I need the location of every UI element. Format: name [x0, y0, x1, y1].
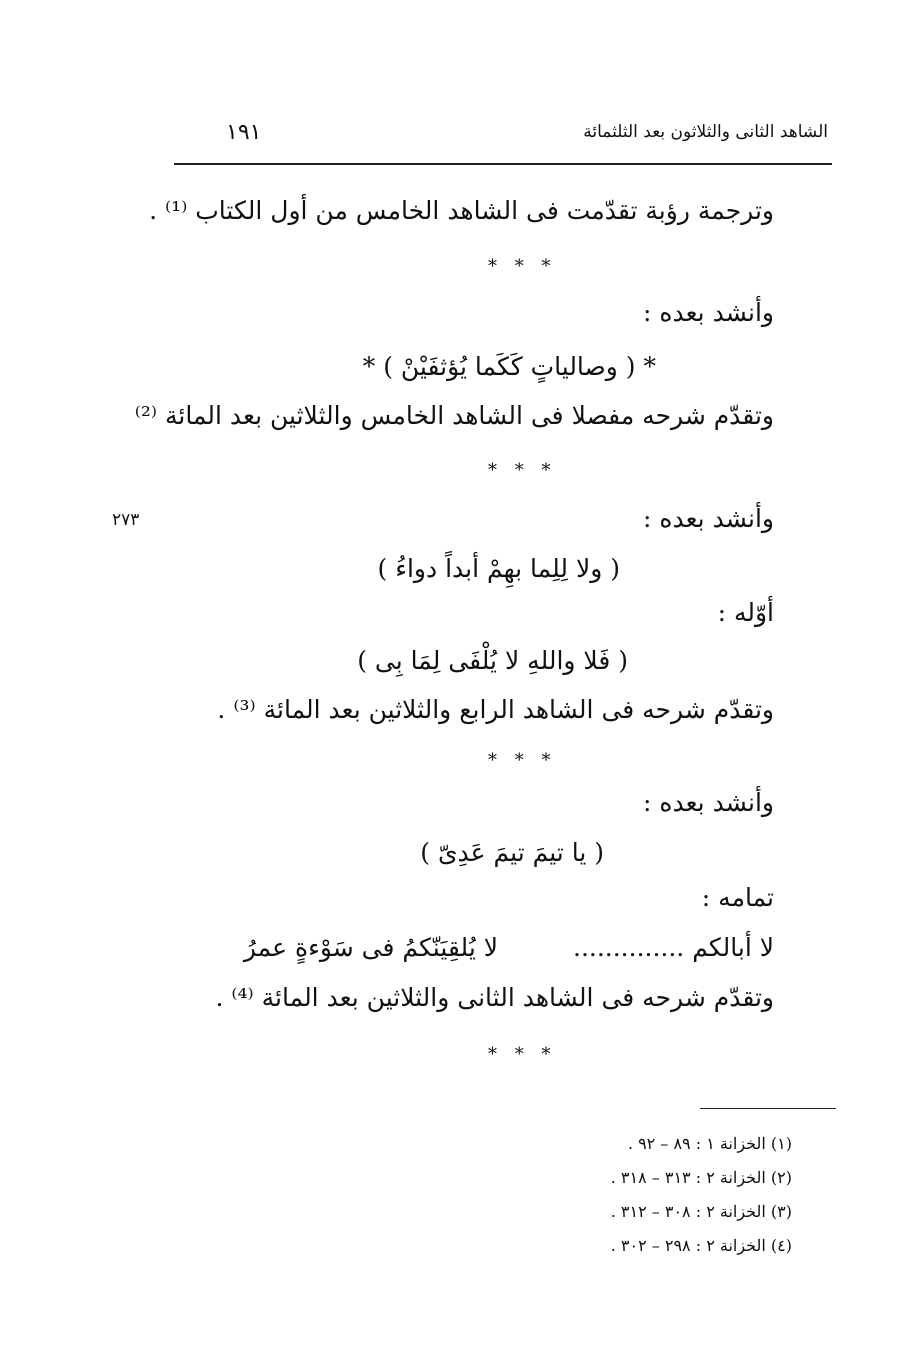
- margin-page-number: ٢٧٣: [112, 510, 140, 530]
- paragraph-line: وأنشد بعده :: [643, 504, 774, 533]
- verse-line: ( يا تيمَ تيمَ عَدِىّ ): [420, 838, 604, 867]
- paragraph-line: وتقدّم شرحه فى الشاهد الرابع والثلاثين بعد المائة ⁽³⁾ .: [217, 695, 774, 724]
- verse-hemistich-left: لا أبالكم ..............: [573, 933, 774, 962]
- verse-line: ( ولا لِلِما بهِمْ أبداً دواءُ ): [377, 554, 620, 583]
- verse-line: ( فَلا واللهِ لا يُلْفَى لِمَا بِى ): [357, 646, 628, 675]
- verse-hemistich-right: لا يُلقِيَنّكمُ فى سَوْءةٍ عمرُ: [243, 933, 498, 962]
- section-separator: * * *: [488, 460, 557, 481]
- header-rule: [174, 163, 832, 165]
- footnote-2: (٢) الخزانة ٢ : ٣١٣ – ٣١٨ .: [610, 1168, 792, 1187]
- paragraph-line: وتقدّم شرحه فى الشاهد الثانى والثلاثين بعد المائة ⁽⁴⁾ .: [215, 983, 774, 1012]
- footnote-rule: [700, 1108, 836, 1109]
- section-separator: * * *: [488, 750, 557, 771]
- footnote-4: (٤) الخزانة ٢ : ٢٩٨ – ٣٠٢ .: [610, 1236, 792, 1255]
- page-number: ١٩١: [226, 120, 262, 145]
- section-separator: * * *: [488, 1044, 557, 1065]
- footnote-1: (١) الخزانة ١ : ٨٩ – ٩٢ .: [627, 1134, 792, 1153]
- section-separator: * * *: [488, 256, 557, 277]
- verse-line: * ( وصالياتٍ كَكَما يُؤثفَيْنْ ) *: [362, 352, 656, 381]
- paragraph-line: وتقدّم شرحه مفصلا فى الشاهد الخامس والثلاثين بعد المائة ⁽²⁾: [134, 401, 774, 430]
- footnote-3: (٣) الخزانة ٢ : ٣٠٨ – ٣١٢ .: [610, 1202, 792, 1221]
- paragraph-line: وأنشد بعده :: [643, 298, 774, 327]
- paragraph-line: تمامه :: [701, 883, 774, 912]
- running-title: الشاهد الثانى والثلاثون بعد الثلثمائة: [583, 122, 828, 142]
- paragraph-line: أوّله :: [717, 598, 774, 627]
- paragraph-line: وأنشد بعده :: [643, 788, 774, 817]
- paragraph-line: وترجمة رؤبة تقدّمت فى الشاهد الخامس من أول الكتاب ⁽¹⁾ .: [149, 196, 774, 225]
